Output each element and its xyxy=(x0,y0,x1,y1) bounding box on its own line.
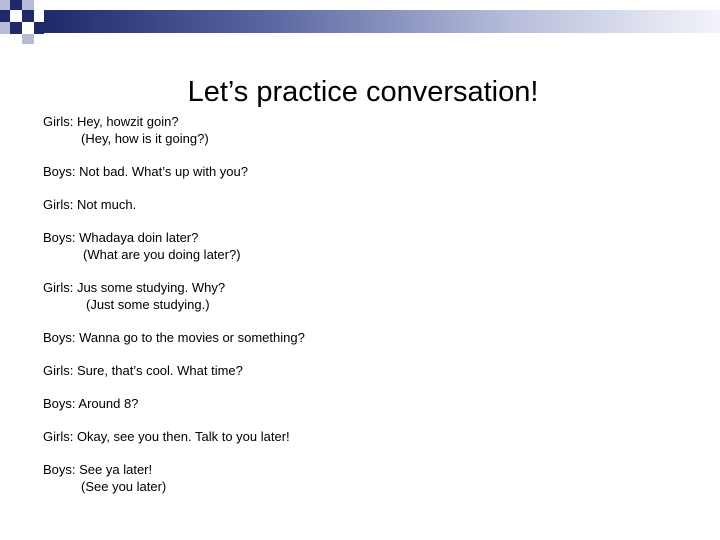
dialogue-line-9: Girls: Okay, see you then. Talk to you later! xyxy=(43,429,290,444)
dialogue-translation-1: (Hey, how is it going?) xyxy=(81,131,209,146)
corner-square-light-3 xyxy=(0,22,10,34)
header-gradient-band xyxy=(44,10,720,33)
slide-title xyxy=(0,74,720,110)
corner-square-navy-1 xyxy=(10,0,22,10)
dialogue-translation-4: (What are you doing later?) xyxy=(83,247,241,262)
dialogue-line-6: Boys: Wanna go to the movies or something? xyxy=(43,330,305,345)
dialogue-line-7: Girls: Sure, that’s cool. What time? xyxy=(43,363,243,378)
corner-square-navy-2 xyxy=(0,10,10,22)
dialogue-body xyxy=(43,113,683,495)
dialogue-translation-5: (Just some studying.) xyxy=(86,297,210,312)
corner-square-light-1 xyxy=(0,0,10,10)
corner-square-light-2 xyxy=(22,0,34,10)
dialogue-line-2: Boys: Not bad. What’s up with you? xyxy=(43,164,248,179)
dialogue-line-5: Girls: Jus some studying. Why? xyxy=(43,280,226,295)
dialogue-line-1: Girls: Hey, howzit goin? xyxy=(43,114,179,129)
dialogue-line-8: Boys: Around 8? xyxy=(43,396,139,411)
corner-square-navy-4 xyxy=(10,22,22,34)
dialogue-line-3: Girls: Not much. xyxy=(43,197,137,212)
corner-square-navy-5 xyxy=(34,22,44,34)
corner-square-light-4 xyxy=(22,34,34,44)
dialogue-line-4: Boys: Whadaya doin later? xyxy=(43,230,199,245)
dialogue-line-10: Boys: See ya later! xyxy=(43,462,153,477)
dialogue-translation-10: (See you later) xyxy=(81,479,167,494)
slide-title-text: Let’s practice conversation! xyxy=(187,76,539,108)
corner-square-navy-3 xyxy=(22,10,34,22)
corner-square-white xyxy=(10,10,22,22)
